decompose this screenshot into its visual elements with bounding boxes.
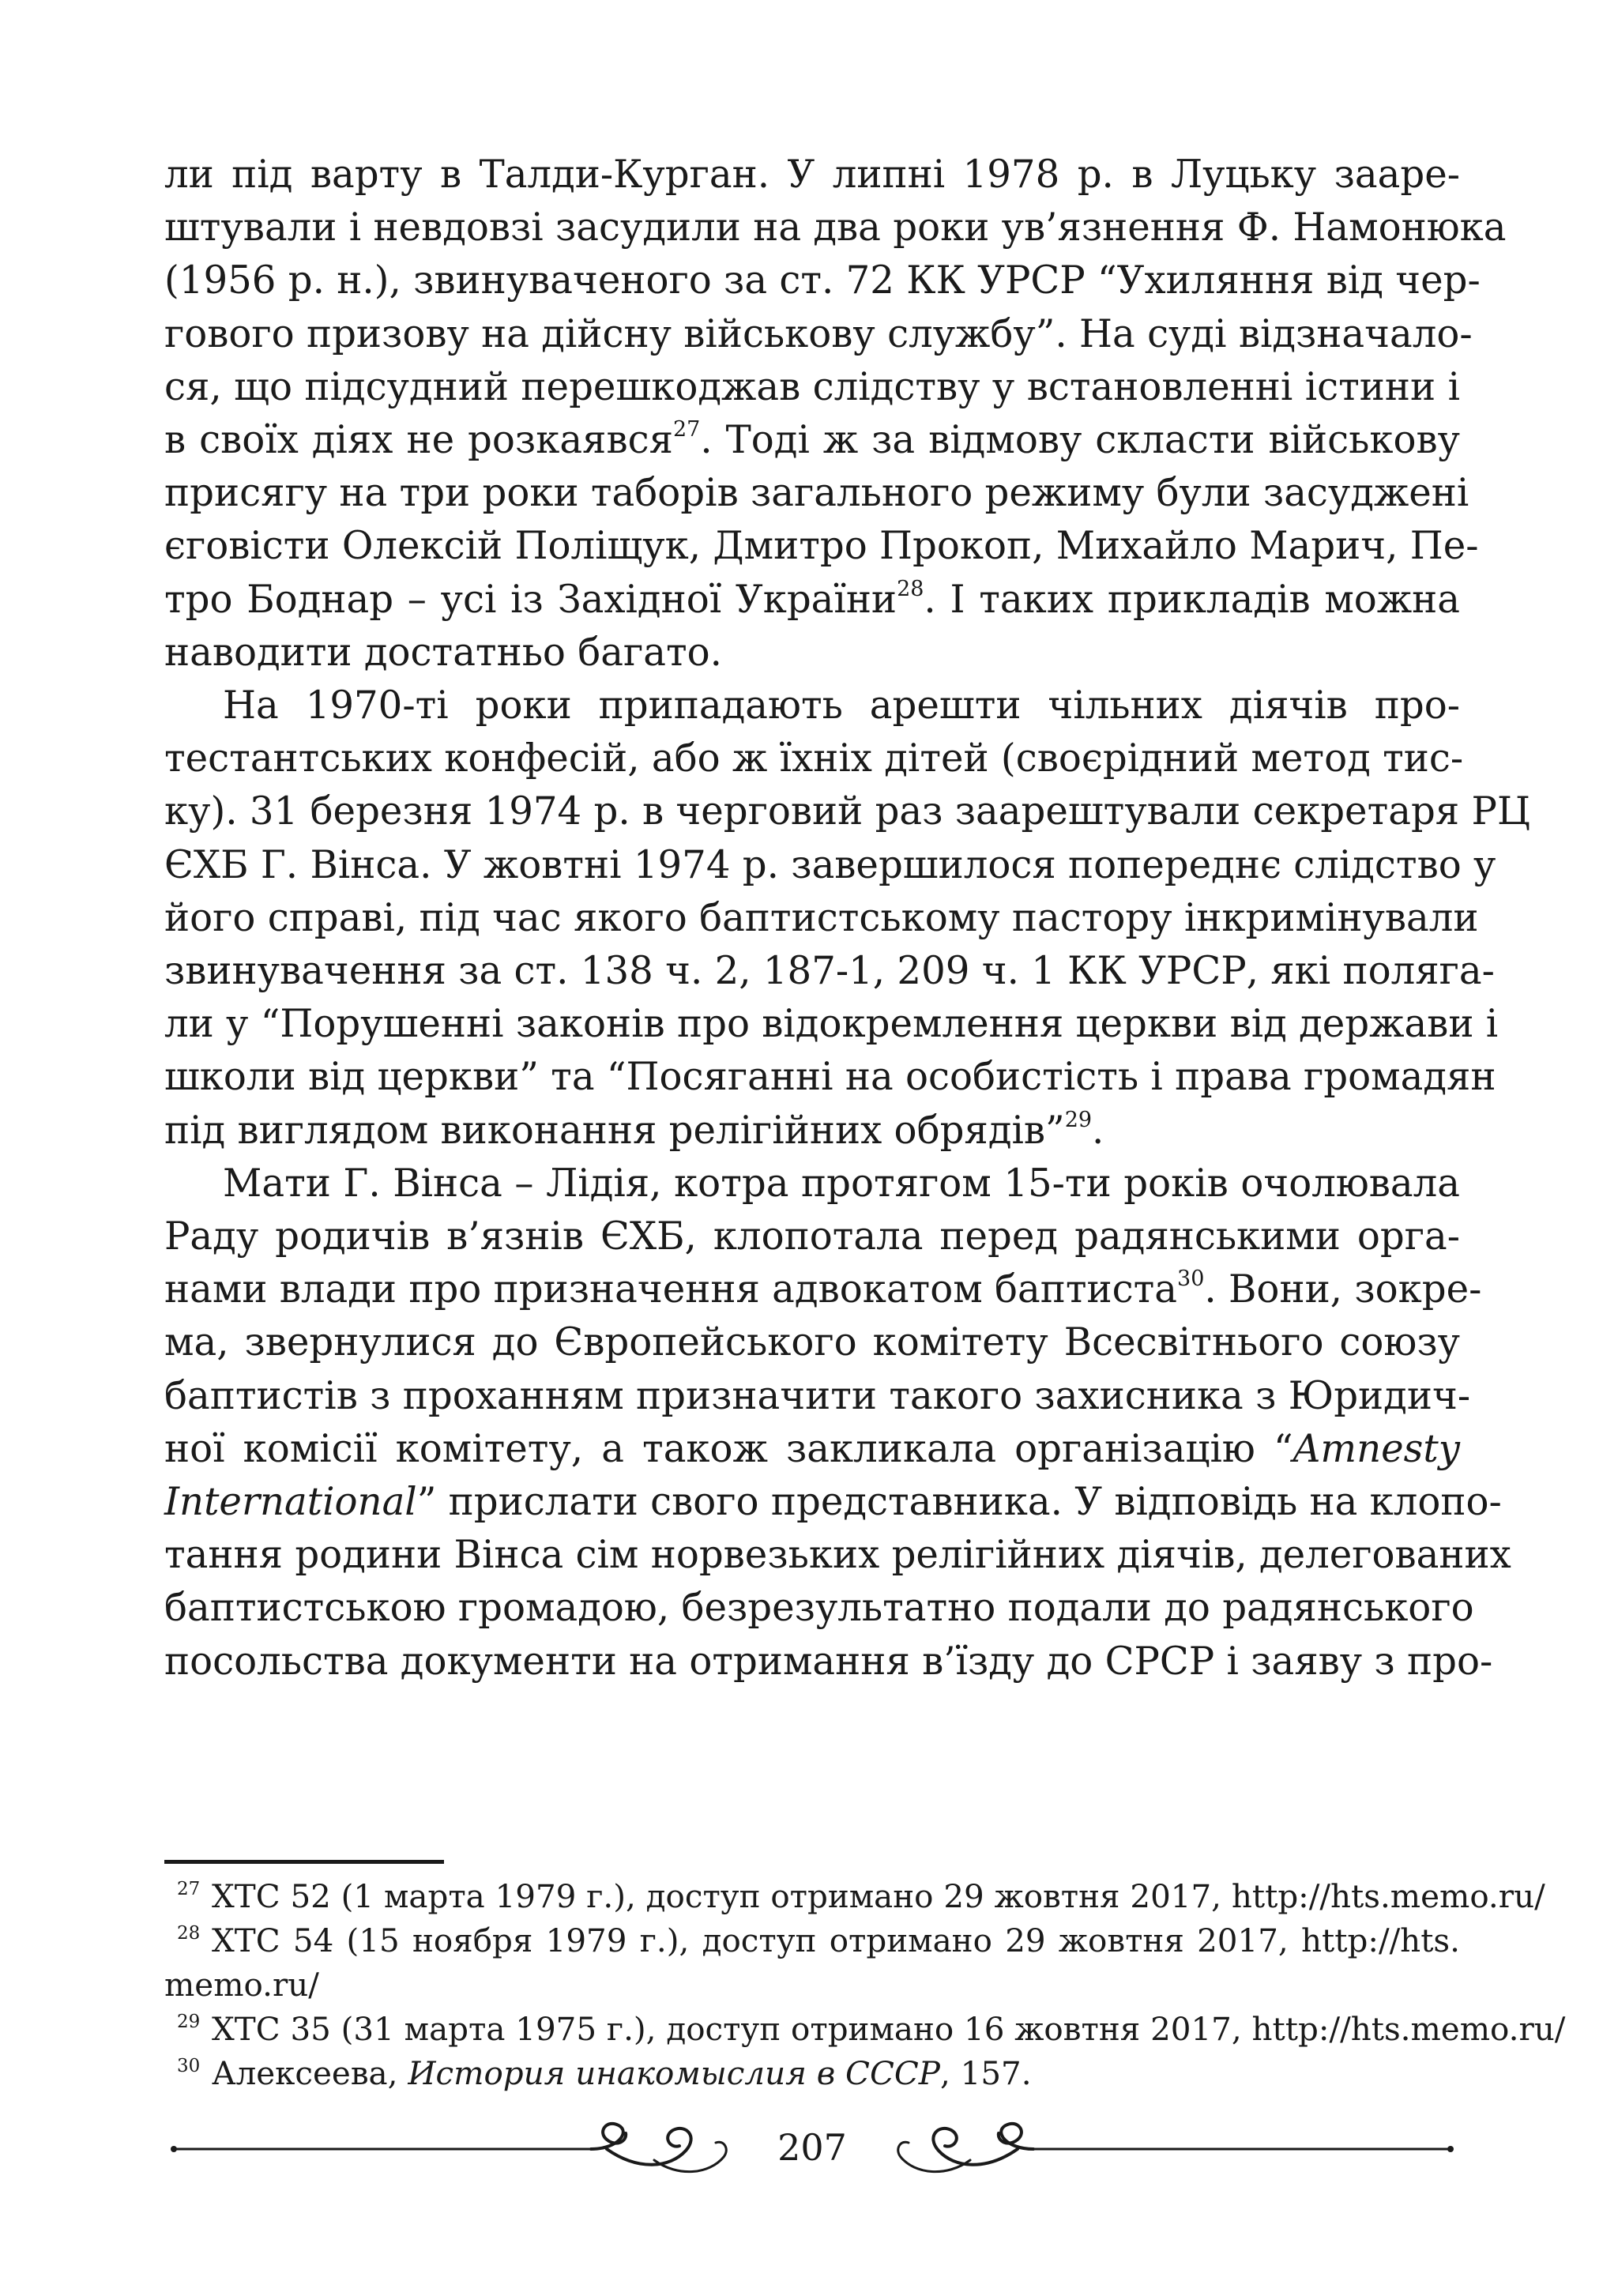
footnote-30: 30 Алексеева, История инакомыслия в СССР, 157. bbox=[177, 2054, 1032, 2092]
text-line bbox=[164, 1476, 1502, 1529]
text-line: наводити достатньо багато. bbox=[164, 630, 722, 675]
main-text bbox=[164, 149, 1530, 1688]
paragraph-2 bbox=[164, 679, 1530, 1157]
footnote-27: 27 ХТС 52 (1 марта 1979 г.), доступ отримано 29 жовтня 2017, http://hts.memo.ru/ bbox=[177, 1877, 1545, 1915]
footnote-title: История инакомыслия в СССР bbox=[408, 2054, 940, 2092]
footnote-rest: , 157. bbox=[939, 2054, 1032, 2092]
text-line: ли у “Порушенні законів про відокремлення церкви від держави і bbox=[164, 1002, 1499, 1047]
footnote-text: ХТС 52 (1 марта 1979 г.), доступ отримано 29 жовтня 2017, http://hts.memo.ru/ bbox=[212, 1877, 1545, 1915]
footnote-separator bbox=[164, 1860, 444, 1864]
text-line: На 1970-ті роки припадають арешти чільних діячів про- bbox=[223, 683, 1460, 728]
text-segment: нами влади про призначення адвокатом баптиста bbox=[164, 1267, 1178, 1312]
text-line: школи від церкви” та “Посяганні на особистість і права громадян bbox=[164, 1055, 1496, 1100]
text-line: присягу на три роки таборів загального режиму були засуджені bbox=[164, 471, 1469, 516]
text-segment: ” прислати свого представника. У відповідь на клопо- bbox=[416, 1480, 1502, 1525]
text-line: ма, звернулися до Європейського комітету Всесвітнього союзу bbox=[164, 1320, 1460, 1365]
text-line: єговісти Олексій Поліщук, Дмитро Прокоп, Михайло Марич, Пе- bbox=[164, 524, 1479, 569]
text-line bbox=[164, 1105, 1460, 1157]
text-segment: . bbox=[1092, 1108, 1104, 1153]
text-line: тання родини Вінса сім норвезьких релігійних діячів, делегованих bbox=[164, 1533, 1511, 1578]
text-line: ся, що підсудний перешкоджав слідству у встановленні істини і bbox=[164, 364, 1460, 409]
text-line: гового призову на дійсну військову службу”. На суді відзначало- bbox=[164, 311, 1473, 356]
footnote-ref-29[interactable]: 29 bbox=[1064, 1107, 1093, 1132]
text-segment: . І таких прикладів можна bbox=[924, 577, 1460, 622]
footnote-29: 29 ХТС 35 (31 марта 1975 г.), доступ отримано 16 жовтня 2017, http://hts.memo.ru/ bbox=[177, 2010, 1566, 2048]
text-line: звинувачення за ст. 138 ч. 2, 187-1, 209 ч. 1 КК УРСР, які полягa- bbox=[164, 949, 1495, 994]
footnote-28-continued: memo.ru/ bbox=[164, 1966, 319, 2004]
text-line: ли під варту в Талди-Курган. У липні 1978 р. в Луцьку зааре- bbox=[164, 152, 1460, 197]
text-line: ку). 31 березня 1974 р. в черговий раз заарештували секретаря РЦ bbox=[164, 789, 1530, 834]
text-segment: в своїх діях не розкаявся bbox=[164, 418, 673, 463]
footnotes bbox=[164, 1874, 1566, 2095]
text-line: Раду родичів в’язнів ЄХБ, клопотала перед радянськими орга- bbox=[164, 1214, 1460, 1259]
text-line: посольства документи на отримання в’їзду до СРСР і заяву з про- bbox=[164, 1639, 1493, 1684]
page-footer bbox=[164, 2108, 1460, 2195]
footnote-text: ХТС 54 (15 ноября 1979 г.), доступ отримано 29 жовтня 2017, http://hts. bbox=[212, 1921, 1460, 1959]
page-number: 207 bbox=[777, 2126, 847, 2169]
footnote-ref-30[interactable]: 30 bbox=[1177, 1267, 1205, 1292]
paragraph-3 bbox=[164, 1157, 1511, 1688]
footnote-ref-28[interactable]: 28 bbox=[897, 576, 924, 601]
footnote-28: 28 ХТС 54 (15 ноября 1979 г.), доступ отримано 29 жовтня 2017, http://hts. bbox=[177, 1921, 1460, 1959]
italic-text: Amnesty bbox=[1293, 1426, 1460, 1471]
text-line: Мати Г. Вінса – Лідія, котра протягом 15-ти років очолювала bbox=[223, 1161, 1460, 1206]
italic-text: International bbox=[164, 1480, 417, 1525]
text-line: його справі, під час якого баптистському пастору інкримінували bbox=[164, 895, 1479, 940]
text-line: ЄХБ Г. Вінса. У жовтні 1974 р. завершилося попереднє слідство у bbox=[164, 842, 1496, 887]
text-segment: . Вони, зокре- bbox=[1204, 1267, 1482, 1312]
text-line bbox=[164, 574, 1460, 627]
text-line: штували і невдовзі засудили на два роки ув’язнення Ф. Намонюка bbox=[164, 205, 1507, 250]
text-line bbox=[164, 1263, 1482, 1316]
text-line: тестантських конфесій, або ж їхніх дітей (своєрідний метод тис- bbox=[164, 736, 1464, 781]
text-line: (1956 р. н.), звинуваченого за ст. 72 КК УРСР “Ухиляння від чер- bbox=[164, 258, 1481, 303]
paragraph-1 bbox=[164, 149, 1507, 679]
text-line: баптистів з проханням призначити такого захисника з Юридич- bbox=[164, 1373, 1471, 1418]
text-segment: . Тоді ж за відмову скласти військову bbox=[700, 418, 1460, 463]
footnote-author: Алексеева, bbox=[212, 2054, 408, 2092]
text-segment: під виглядом виконання релігійних обрядів” bbox=[164, 1108, 1065, 1153]
footnote-text: ХТС 35 (31 марта 1975 г.), доступ отримано 16 жовтня 2017, http://hts.memo.ru/ bbox=[212, 2010, 1566, 2048]
text-line: баптистською громадою, безрезультатно подали до радянського bbox=[164, 1586, 1474, 1631]
text-line bbox=[164, 1423, 1460, 1476]
text-segment: ної комісії комітету, а також закликала організацію “ bbox=[164, 1426, 1293, 1471]
text-segment: тро Боднар – усі із Західної України bbox=[164, 577, 897, 622]
footnote-ref-27[interactable]: 27 bbox=[672, 417, 701, 442]
text-line bbox=[164, 414, 1460, 467]
